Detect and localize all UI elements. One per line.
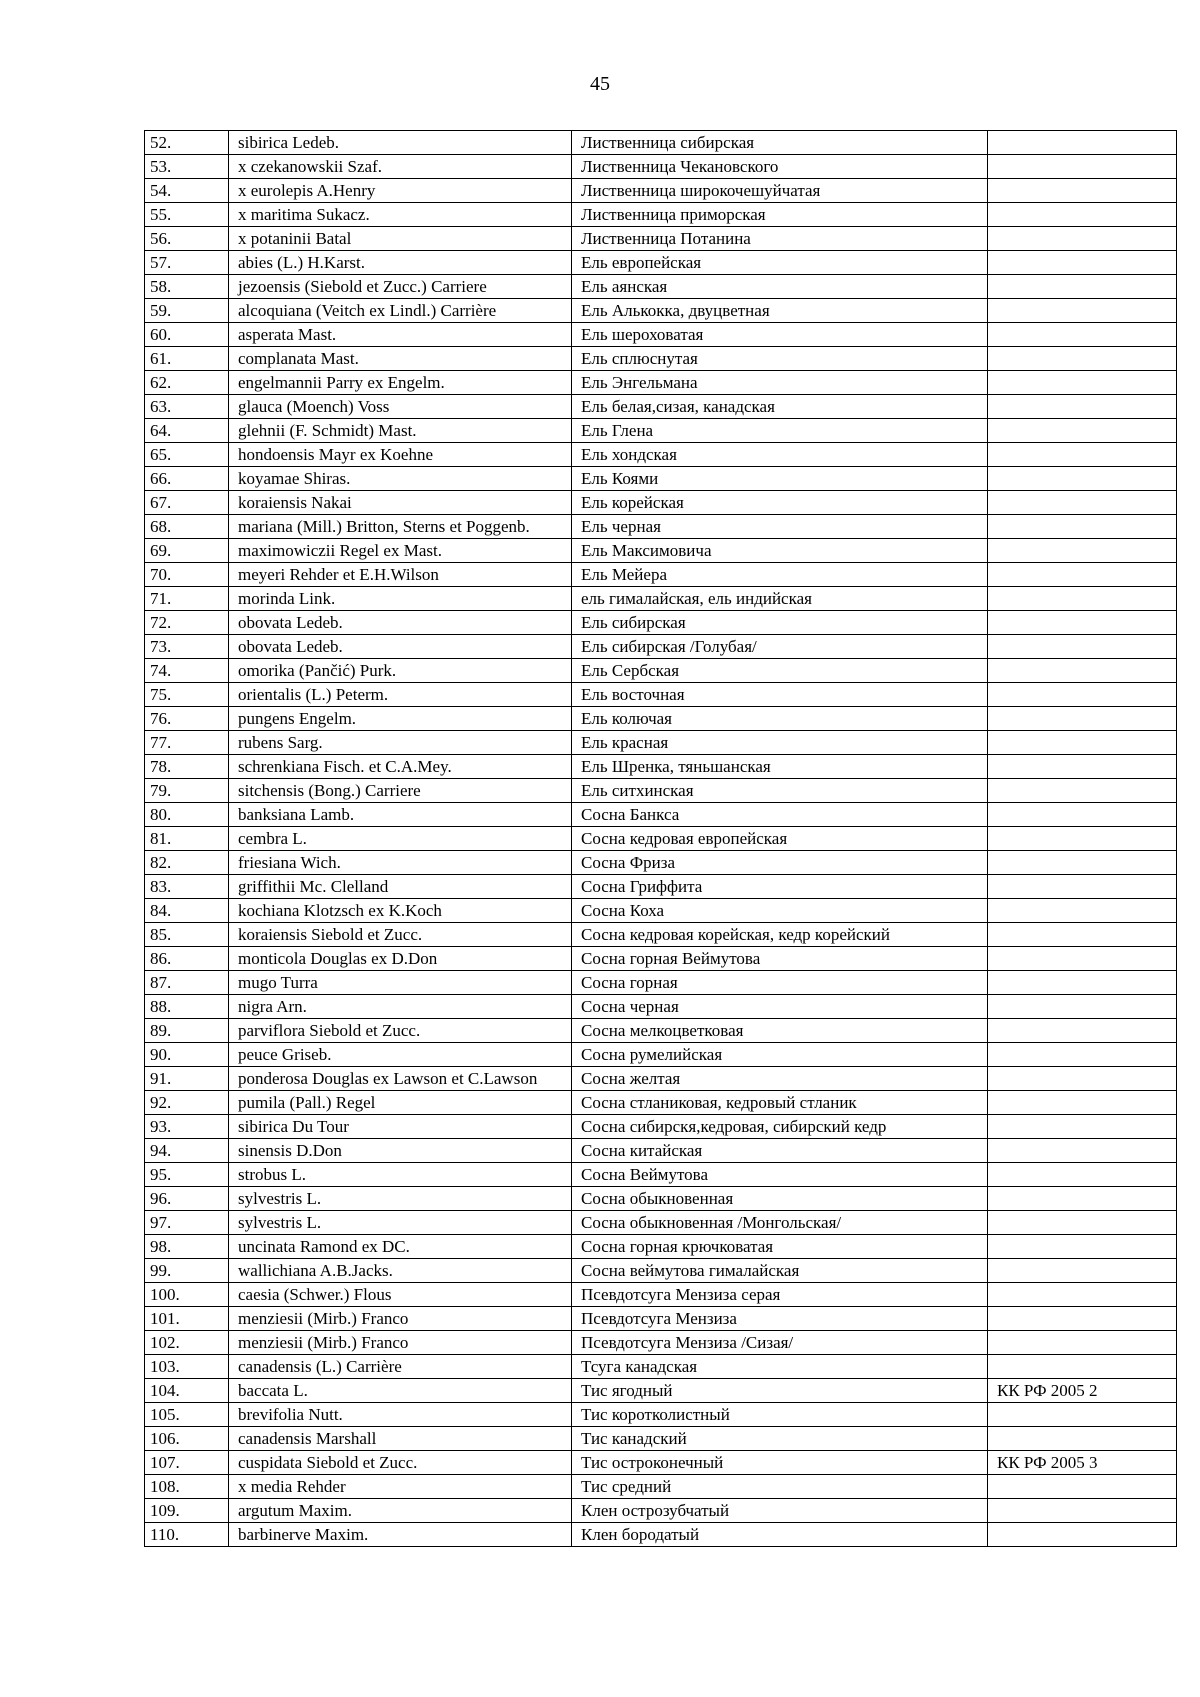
table-row	[145, 1403, 1177, 1427]
latin-name-cell: rubens Sarg.	[229, 731, 572, 755]
status-cell	[988, 683, 1177, 707]
status-cell	[988, 1259, 1177, 1283]
latin-name-cell: morinda Link.	[229, 587, 572, 611]
russian-name-cell: Ель сплюснутая	[572, 347, 988, 371]
table-row	[145, 659, 1177, 683]
latin-name-cell: canadensis (L.) Carrière	[229, 1355, 572, 1379]
russian-name-cell: Лиственница сибирская	[572, 131, 988, 155]
table-row	[145, 1355, 1177, 1379]
table-row	[145, 1427, 1177, 1451]
status-cell	[988, 875, 1177, 899]
table-row	[145, 227, 1177, 251]
row-number-cell: 81.	[145, 827, 229, 851]
latin-name-cell: banksiana Lamb.	[229, 803, 572, 827]
row-number-cell: 59.	[145, 299, 229, 323]
russian-name-cell: Сосна Веймутова	[572, 1163, 988, 1187]
latin-name-cell: engelmannii Parry ex Engelm.	[229, 371, 572, 395]
table-row	[145, 1259, 1177, 1283]
row-number-cell: 71.	[145, 587, 229, 611]
latin-name-cell: pungens Engelm.	[229, 707, 572, 731]
row-number-cell: 78.	[145, 755, 229, 779]
latin-name-cell: brevifolia Nutt.	[229, 1403, 572, 1427]
row-number-cell: 91.	[145, 1067, 229, 1091]
russian-name-cell: Ель Сербская	[572, 659, 988, 683]
table-row	[145, 251, 1177, 275]
row-number-cell: 110.	[145, 1523, 229, 1547]
status-cell	[988, 275, 1177, 299]
status-cell	[988, 443, 1177, 467]
row-number-cell: 90.	[145, 1043, 229, 1067]
russian-name-cell: Ель восточная	[572, 683, 988, 707]
russian-name-cell: Ель Глена	[572, 419, 988, 443]
table-row	[145, 1091, 1177, 1115]
table-row	[145, 539, 1177, 563]
latin-name-cell: cembra L.	[229, 827, 572, 851]
status-cell	[988, 1211, 1177, 1235]
latin-name-cell: strobus L.	[229, 1163, 572, 1187]
table-row	[145, 971, 1177, 995]
status-cell	[988, 1043, 1177, 1067]
row-number-cell: 68.	[145, 515, 229, 539]
table-row	[145, 395, 1177, 419]
status-cell	[988, 155, 1177, 179]
table-row	[145, 1067, 1177, 1091]
latin-name-cell: sibirica Ledeb.	[229, 131, 572, 155]
latin-name-cell: friesiana Wich.	[229, 851, 572, 875]
latin-name-cell: canadensis Marshall	[229, 1427, 572, 1451]
row-number-cell: 67.	[145, 491, 229, 515]
russian-name-cell: Сосна румелийская	[572, 1043, 988, 1067]
row-number-cell: 100.	[145, 1283, 229, 1307]
status-cell	[988, 923, 1177, 947]
status-cell	[988, 1091, 1177, 1115]
russian-name-cell: Лиственница приморская	[572, 203, 988, 227]
status-cell	[988, 1355, 1177, 1379]
table-row	[145, 1283, 1177, 1307]
latin-name-cell: sylvestris L.	[229, 1211, 572, 1235]
row-number-cell: 83.	[145, 875, 229, 899]
status-cell	[988, 371, 1177, 395]
row-number-cell: 64.	[145, 419, 229, 443]
row-number-cell: 97.	[145, 1211, 229, 1235]
table-row	[145, 1211, 1177, 1235]
russian-name-cell: Тис канадский	[572, 1427, 988, 1451]
table-row	[145, 1043, 1177, 1067]
russian-name-cell: Тис остроконечный	[572, 1451, 988, 1475]
status-cell	[988, 1067, 1177, 1091]
russian-name-cell: Ель сибирская /Голубая/	[572, 635, 988, 659]
row-number-cell: 102.	[145, 1331, 229, 1355]
russian-name-cell: Лиственница Чекановского	[572, 155, 988, 179]
table-row	[145, 1139, 1177, 1163]
table-row	[145, 563, 1177, 587]
status-cell	[988, 1523, 1177, 1547]
row-number-cell: 107.	[145, 1451, 229, 1475]
latin-name-cell: maximowiczii Regel ex Mast.	[229, 539, 572, 563]
row-number-cell: 63.	[145, 395, 229, 419]
table-row	[145, 923, 1177, 947]
status-cell	[988, 1307, 1177, 1331]
latin-name-cell: obovata Ledeb.	[229, 611, 572, 635]
status-cell	[988, 779, 1177, 803]
status-cell	[988, 563, 1177, 587]
status-cell	[988, 899, 1177, 923]
russian-name-cell: Сосна стланиковая, кедровый стланик	[572, 1091, 988, 1115]
table-row	[145, 419, 1177, 443]
latin-name-cell: sibirica Du Tour	[229, 1115, 572, 1139]
russian-name-cell: Клен бородатый	[572, 1523, 988, 1547]
row-number-cell: 98.	[145, 1235, 229, 1259]
table-row	[145, 131, 1177, 155]
latin-name-cell: abies (L.) H.Karst.	[229, 251, 572, 275]
latin-name-cell: kochiana Klotzsch ex K.Koch	[229, 899, 572, 923]
table-row	[145, 779, 1177, 803]
russian-name-cell: Псевдотсуга Мензиза	[572, 1307, 988, 1331]
status-cell	[988, 1427, 1177, 1451]
russian-name-cell: Ель корейская	[572, 491, 988, 515]
status-cell	[988, 467, 1177, 491]
russian-name-cell: Псевдотсуга Мензиза /Сизая/	[572, 1331, 988, 1355]
russian-name-cell: Сосна китайская	[572, 1139, 988, 1163]
latin-name-cell: koraiensis Siebold et Zucc.	[229, 923, 572, 947]
latin-name-cell: hondoensis Mayr ex Koehne	[229, 443, 572, 467]
table-row	[145, 299, 1177, 323]
table-row	[145, 899, 1177, 923]
table-row	[145, 443, 1177, 467]
row-number-cell: 99.	[145, 1259, 229, 1283]
row-number-cell: 86.	[145, 947, 229, 971]
latin-name-cell: complanata Mast.	[229, 347, 572, 371]
table-row	[145, 587, 1177, 611]
status-cell	[988, 299, 1177, 323]
russian-name-cell: Лиственница Потанина	[572, 227, 988, 251]
latin-name-cell: koyamae Shiras.	[229, 467, 572, 491]
row-number-cell: 96.	[145, 1187, 229, 1211]
status-cell	[988, 203, 1177, 227]
table-row	[145, 755, 1177, 779]
row-number-cell: 57.	[145, 251, 229, 275]
russian-name-cell: Ель сибирская	[572, 611, 988, 635]
russian-name-cell: Псевдотсуга Мензиза серая	[572, 1283, 988, 1307]
status-cell	[988, 755, 1177, 779]
status-cell	[988, 827, 1177, 851]
table-row	[145, 1475, 1177, 1499]
row-number-cell: 82.	[145, 851, 229, 875]
russian-name-cell: Тис средний	[572, 1475, 988, 1499]
status-cell	[988, 971, 1177, 995]
russian-name-cell: Ель Энгельмана	[572, 371, 988, 395]
table-row	[145, 1379, 1177, 1403]
status-cell	[988, 347, 1177, 371]
table-row	[145, 155, 1177, 179]
table-row	[145, 371, 1177, 395]
status-cell	[988, 587, 1177, 611]
latin-name-cell: schrenkiana Fisch. et C.A.Mey.	[229, 755, 572, 779]
russian-name-cell: Ель ситхинская	[572, 779, 988, 803]
latin-name-cell: argutum Maxim.	[229, 1499, 572, 1523]
table-row	[145, 491, 1177, 515]
row-number-cell: 58.	[145, 275, 229, 299]
russian-name-cell: Лиственница широкочешуйчатая	[572, 179, 988, 203]
russian-name-cell: Сосна сибирскя,кедровая, сибирский кедр	[572, 1115, 988, 1139]
species-table	[144, 130, 1177, 1547]
latin-name-cell: sitchensis (Bong.) Carriere	[229, 779, 572, 803]
status-cell	[988, 659, 1177, 683]
russian-name-cell: Сосна горная крючковатая	[572, 1235, 988, 1259]
latin-name-cell: barbinerve Maxim.	[229, 1523, 572, 1547]
table-row	[145, 1235, 1177, 1259]
table-row	[145, 347, 1177, 371]
table-row	[145, 995, 1177, 1019]
russian-name-cell: Сосна Гриффита	[572, 875, 988, 899]
row-number-cell: 66.	[145, 467, 229, 491]
latin-name-cell: parviflora Siebold et Zucc.	[229, 1019, 572, 1043]
status-cell	[988, 1403, 1177, 1427]
status-cell	[988, 1139, 1177, 1163]
russian-name-cell: Ель белая,сизая, канадская	[572, 395, 988, 419]
table-row	[145, 275, 1177, 299]
latin-name-cell: uncinata Ramond ex DC.	[229, 1235, 572, 1259]
latin-name-cell: glehnii (F. Schmidt) Mast.	[229, 419, 572, 443]
row-number-cell: 55.	[145, 203, 229, 227]
russian-name-cell: Ель Максимовича	[572, 539, 988, 563]
row-number-cell: 92.	[145, 1091, 229, 1115]
russian-name-cell: Ель европейская	[572, 251, 988, 275]
latin-name-cell: sylvestris L.	[229, 1187, 572, 1211]
table-row	[145, 323, 1177, 347]
row-number-cell: 74.	[145, 659, 229, 683]
table-row	[145, 467, 1177, 491]
table-row	[145, 803, 1177, 827]
status-cell: КК РФ 2005 2	[988, 1379, 1177, 1403]
latin-name-cell: orientalis (L.) Peterm.	[229, 683, 572, 707]
status-cell	[988, 635, 1177, 659]
row-number-cell: 95.	[145, 1163, 229, 1187]
status-cell	[988, 1115, 1177, 1139]
latin-name-cell: nigra Arn.	[229, 995, 572, 1019]
status-cell	[988, 227, 1177, 251]
russian-name-cell: Ель аянская	[572, 275, 988, 299]
status-cell	[988, 1019, 1177, 1043]
russian-name-cell: Тис ягодный	[572, 1379, 988, 1403]
page-number: 45	[590, 73, 610, 95]
latin-name-cell: glauca (Moench) Voss	[229, 395, 572, 419]
russian-name-cell: Сосна мелкоцветковая	[572, 1019, 988, 1043]
status-cell	[988, 707, 1177, 731]
table-row	[145, 203, 1177, 227]
latin-name-cell: griffithii Mc. Clelland	[229, 875, 572, 899]
row-number-cell: 77.	[145, 731, 229, 755]
russian-name-cell: Ель Мейера	[572, 563, 988, 587]
russian-name-cell: Ель шероховатая	[572, 323, 988, 347]
table-row	[145, 1187, 1177, 1211]
status-cell	[988, 1475, 1177, 1499]
latin-name-cell: obovata Ledeb.	[229, 635, 572, 659]
latin-name-cell: x maritima Sukacz.	[229, 203, 572, 227]
status-cell	[988, 1163, 1177, 1187]
russian-name-cell: Ель Коями	[572, 467, 988, 491]
status-cell	[988, 995, 1177, 1019]
status-cell	[988, 1331, 1177, 1355]
russian-name-cell: Клен острозубчатый	[572, 1499, 988, 1523]
latin-name-cell: alcoquiana (Veitch ex Lindl.) Carrière	[229, 299, 572, 323]
row-number-cell: 105.	[145, 1403, 229, 1427]
status-cell	[988, 179, 1177, 203]
table-row	[145, 1523, 1177, 1547]
row-number-cell: 93.	[145, 1115, 229, 1139]
table-row	[145, 947, 1177, 971]
russian-name-cell: Сосна кедровая корейская, кедр корейский	[572, 923, 988, 947]
latin-name-cell: peuce Griseb.	[229, 1043, 572, 1067]
russian-name-cell: Сосна Коха	[572, 899, 988, 923]
russian-name-cell: Ель хондская	[572, 443, 988, 467]
russian-name-cell: Сосна кедровая европейская	[572, 827, 988, 851]
table-row	[145, 1163, 1177, 1187]
table-row	[145, 515, 1177, 539]
row-number-cell: 52.	[145, 131, 229, 155]
status-cell	[988, 851, 1177, 875]
table-row	[145, 611, 1177, 635]
russian-name-cell: Сосна веймутова гималайская	[572, 1259, 988, 1283]
russian-name-cell: Сосна желтая	[572, 1067, 988, 1091]
table-row	[145, 707, 1177, 731]
latin-name-cell: ponderosa Douglas ex Lawson et C.Lawson	[229, 1067, 572, 1091]
row-number-cell: 88.	[145, 995, 229, 1019]
table-row	[145, 1307, 1177, 1331]
row-number-cell: 69.	[145, 539, 229, 563]
russian-name-cell: Тис коротколистный	[572, 1403, 988, 1427]
russian-name-cell: Ель красная	[572, 731, 988, 755]
status-cell	[988, 131, 1177, 155]
russian-name-cell: Сосна обыкновенная	[572, 1187, 988, 1211]
russian-name-cell: Сосна горная Веймутова	[572, 947, 988, 971]
table-row	[145, 179, 1177, 203]
table-row	[145, 1451, 1177, 1475]
row-number-cell: 108.	[145, 1475, 229, 1499]
latin-name-cell: sinensis D.Don	[229, 1139, 572, 1163]
latin-name-cell: caesia (Schwer.) Flous	[229, 1283, 572, 1307]
row-number-cell: 85.	[145, 923, 229, 947]
latin-name-cell: x potaninii Batal	[229, 227, 572, 251]
latin-name-cell: mariana (Mill.) Britton, Sterns et Poggenb.	[229, 515, 572, 539]
species-table-body	[145, 131, 1177, 1547]
russian-name-cell: Сосна Фриза	[572, 851, 988, 875]
row-number-cell: 62.	[145, 371, 229, 395]
status-cell	[988, 419, 1177, 443]
row-number-cell: 80.	[145, 803, 229, 827]
row-number-cell: 76.	[145, 707, 229, 731]
row-number-cell: 73.	[145, 635, 229, 659]
row-number-cell: 72.	[145, 611, 229, 635]
row-number-cell: 109.	[145, 1499, 229, 1523]
latin-name-cell: koraiensis Nakai	[229, 491, 572, 515]
row-number-cell: 54.	[145, 179, 229, 203]
latin-name-cell: wallichiana A.B.Jacks.	[229, 1259, 572, 1283]
table-row	[145, 1019, 1177, 1043]
row-number-cell: 70.	[145, 563, 229, 587]
table-row	[145, 1331, 1177, 1355]
latin-name-cell: meyeri Rehder et E.H.Wilson	[229, 563, 572, 587]
row-number-cell: 75.	[145, 683, 229, 707]
russian-name-cell: Сосна черная	[572, 995, 988, 1019]
status-cell: КК РФ 2005 3	[988, 1451, 1177, 1475]
table-row	[145, 851, 1177, 875]
status-cell	[988, 539, 1177, 563]
row-number-cell: 61.	[145, 347, 229, 371]
latin-name-cell: x eurolepis A.Henry	[229, 179, 572, 203]
status-cell	[988, 395, 1177, 419]
row-number-cell: 106.	[145, 1427, 229, 1451]
russian-name-cell: Ель Шренка, тяньшанская	[572, 755, 988, 779]
table-row	[145, 731, 1177, 755]
latin-name-cell: menziesii (Mirb.) Franco	[229, 1307, 572, 1331]
russian-name-cell: Тсуга канадская	[572, 1355, 988, 1379]
row-number-cell: 79.	[145, 779, 229, 803]
russian-name-cell: Ель Алькокка, двуцветная	[572, 299, 988, 323]
latin-name-cell: baccata L.	[229, 1379, 572, 1403]
table-row	[145, 1499, 1177, 1523]
status-cell	[988, 947, 1177, 971]
table-row	[145, 683, 1177, 707]
status-cell	[988, 731, 1177, 755]
latin-name-cell: menziesii (Mirb.) Franco	[229, 1331, 572, 1355]
table-row	[145, 1115, 1177, 1139]
status-cell	[988, 1187, 1177, 1211]
row-number-cell: 101.	[145, 1307, 229, 1331]
status-cell	[988, 323, 1177, 347]
latin-name-cell: cuspidata Siebold et Zucc.	[229, 1451, 572, 1475]
table-row	[145, 635, 1177, 659]
row-number-cell: 60.	[145, 323, 229, 347]
status-cell	[988, 251, 1177, 275]
status-cell	[988, 1499, 1177, 1523]
latin-name-cell: pumila (Pall.) Regel	[229, 1091, 572, 1115]
latin-name-cell: jezoensis (Siebold et Zucc.) Carriere	[229, 275, 572, 299]
table-row	[145, 827, 1177, 851]
row-number-cell: 94.	[145, 1139, 229, 1163]
russian-name-cell: Сосна обыкновенная /Монгольская/	[572, 1211, 988, 1235]
row-number-cell: 84.	[145, 899, 229, 923]
table-row	[145, 875, 1177, 899]
row-number-cell: 65.	[145, 443, 229, 467]
latin-name-cell: omorika (Pančić) Purk.	[229, 659, 572, 683]
row-number-cell: 104.	[145, 1379, 229, 1403]
status-cell	[988, 1235, 1177, 1259]
latin-name-cell: x czekanowskii Szaf.	[229, 155, 572, 179]
row-number-cell: 56.	[145, 227, 229, 251]
latin-name-cell: mugo Turra	[229, 971, 572, 995]
row-number-cell: 89.	[145, 1019, 229, 1043]
latin-name-cell: monticola Douglas ex D.Don	[229, 947, 572, 971]
russian-name-cell: Ель колючая	[572, 707, 988, 731]
status-cell	[988, 1283, 1177, 1307]
russian-name-cell: ель гималайская, ель индийская	[572, 587, 988, 611]
status-cell	[988, 803, 1177, 827]
russian-name-cell: Ель черная	[572, 515, 988, 539]
latin-name-cell: x media Rehder	[229, 1475, 572, 1499]
russian-name-cell: Сосна Банкса	[572, 803, 988, 827]
row-number-cell: 103.	[145, 1355, 229, 1379]
status-cell	[988, 491, 1177, 515]
status-cell	[988, 515, 1177, 539]
row-number-cell: 87.	[145, 971, 229, 995]
russian-name-cell: Сосна горная	[572, 971, 988, 995]
row-number-cell: 53.	[145, 155, 229, 179]
latin-name-cell: asperata Mast.	[229, 323, 572, 347]
status-cell	[988, 611, 1177, 635]
